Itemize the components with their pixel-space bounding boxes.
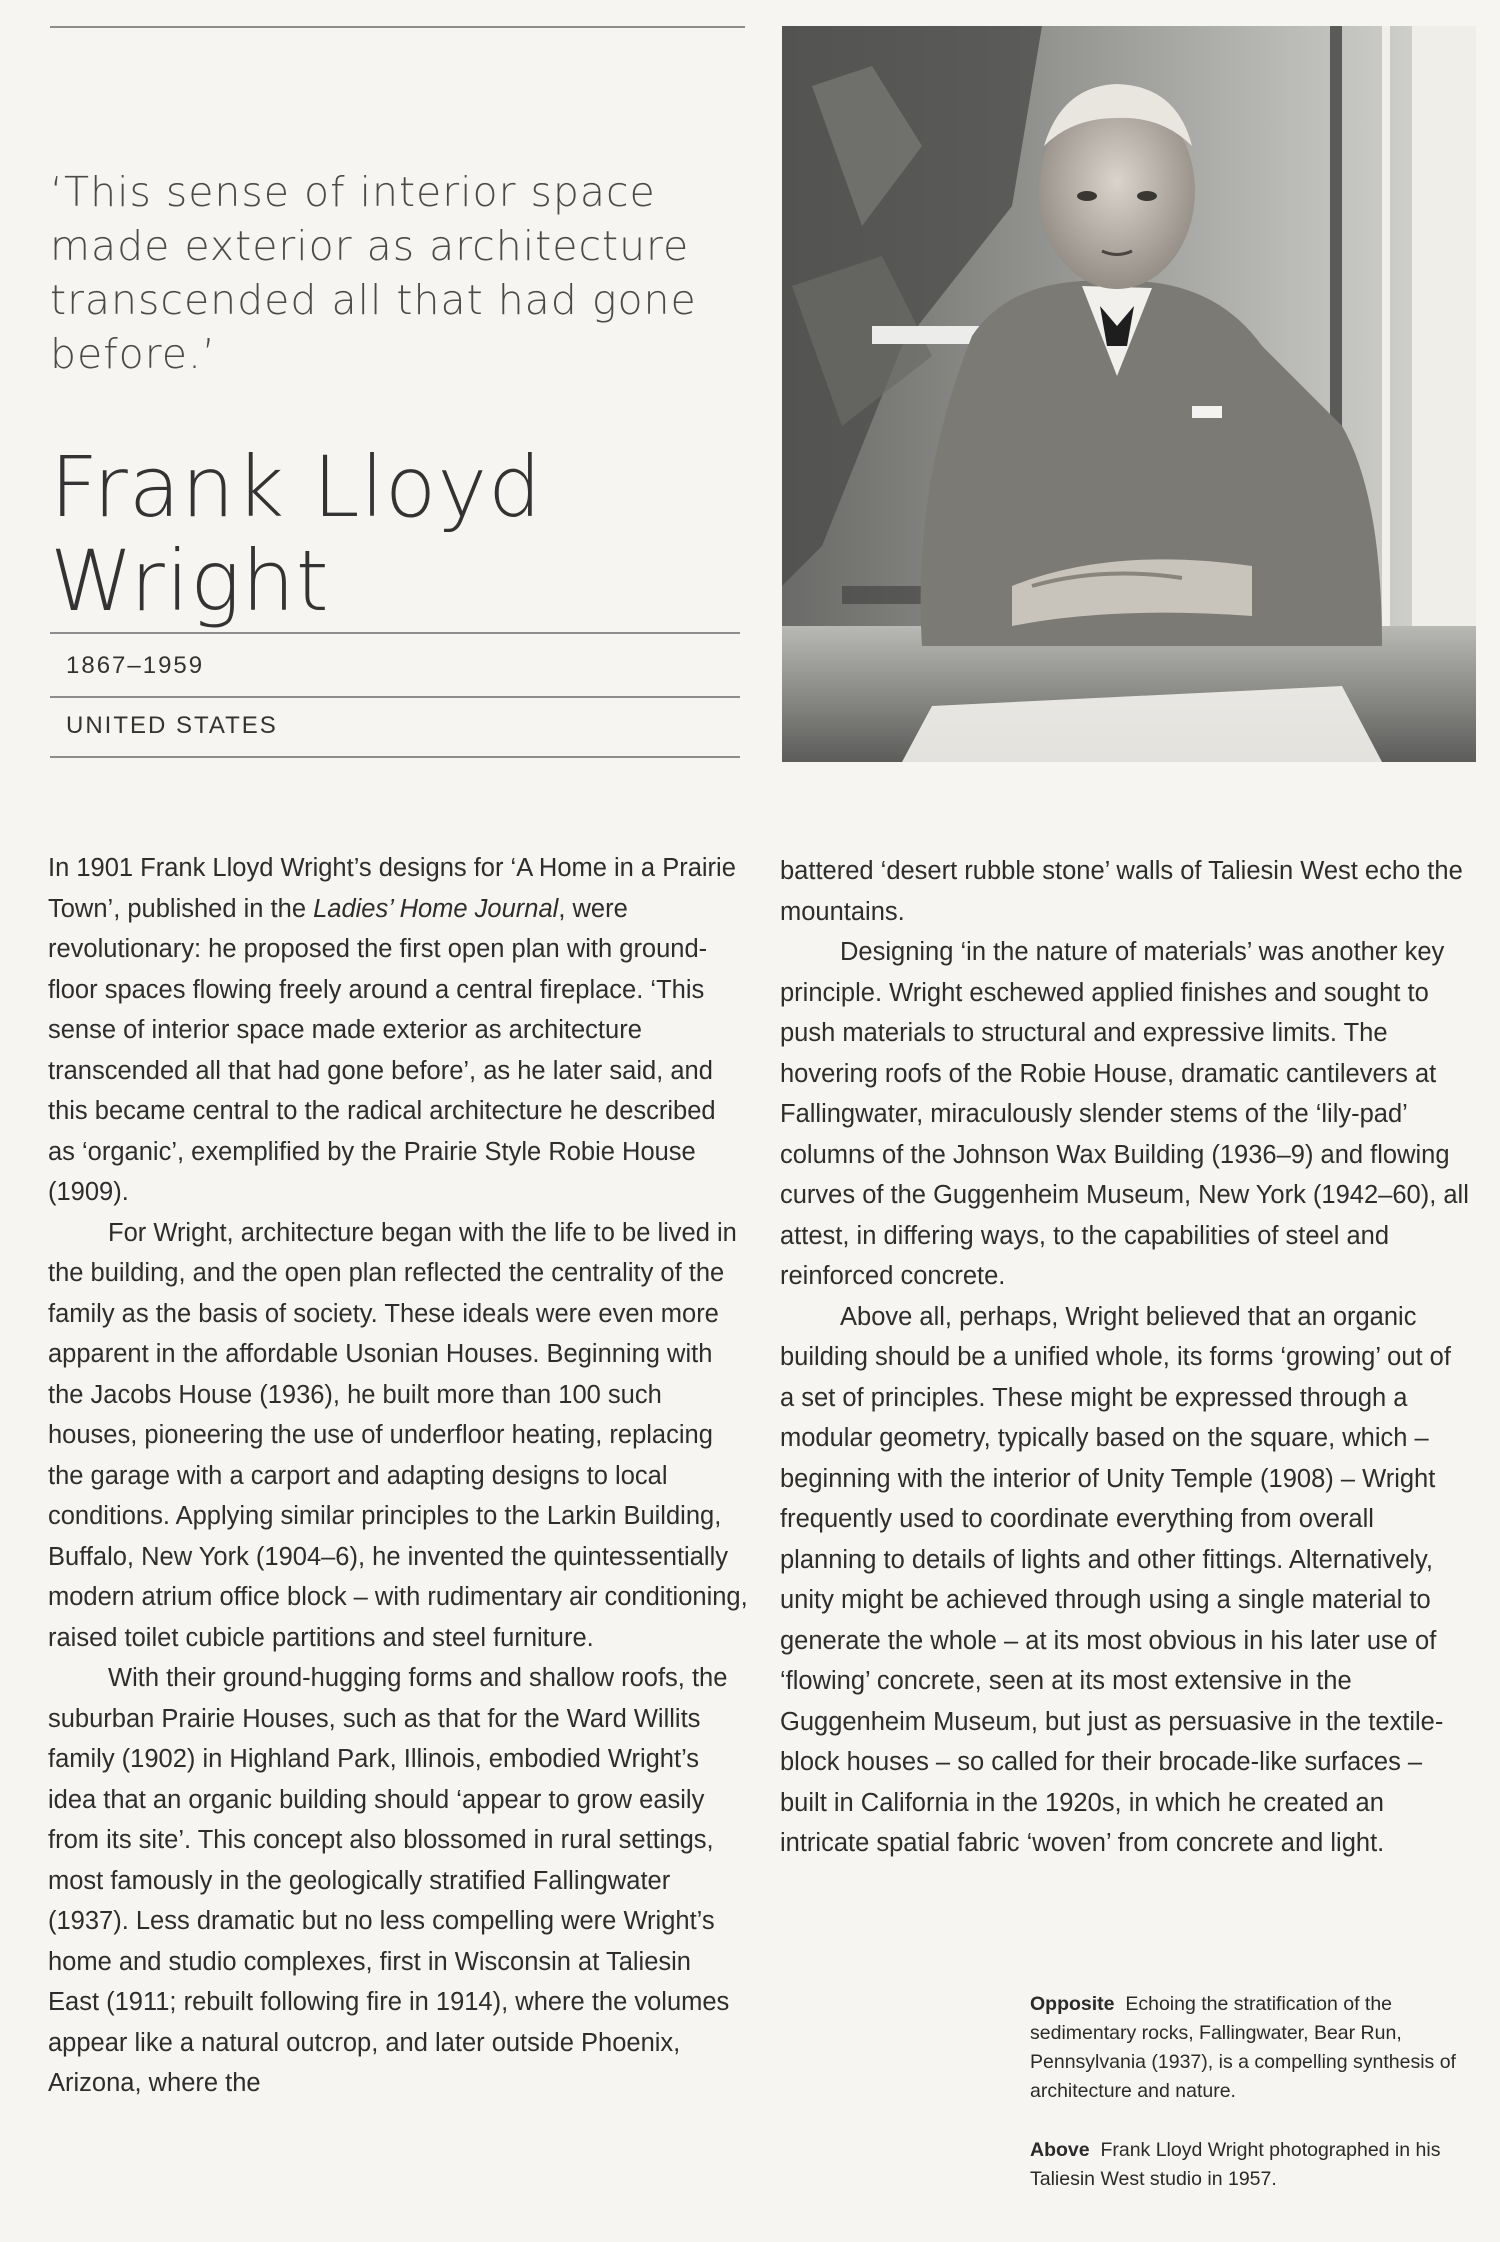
caption-above-text: Frank Lloyd Wright photographed in his Taliesin West studio in 1957. [1030, 2139, 1441, 2190]
name-divider [50, 632, 740, 634]
italic-title: Ladies’ Home Journal [313, 894, 559, 923]
subject-name [50, 440, 750, 628]
paragraph-text: Above all, perhaps, Wright believed that an organic building should be a unified whole, its forms ‘growing’ out of a set of principles. These might be expressed through a modular geometry, typically based on the square, which – beginning with the interior of Unity Temple (1908) – Wright frequently used to coordinate everything from overall planning to details of lights and other fittings. Alternatively, unity might be achieved through using a single material to generate the whole – at its most obvious in his later use of ‘flowing’ concrete, seen at its most extensive in the Guggenheim Museum, but just as persuasive in the textile-block houses – so called for their brocade-like surfaces – built in California in the 1920s, in which he created an intricate spatial fabric ‘woven’ from concrete and light. [780, 1302, 1451, 1857]
subject-name-line2: Wright [50, 532, 330, 630]
caption-opposite-label: Opposite [1030, 1993, 1115, 2015]
body-column-left [48, 848, 748, 2104]
caption-opposite-text: Echoing the stratification of the sedimentary rocks, Fallingwater, Bear Run, Pennsylvania (1937), is a compelling synthesis of architecture and nature. [1030, 1993, 1456, 2102]
country-divider [50, 756, 740, 758]
body-paragraph [780, 851, 1470, 932]
subject-name-line1: Frank Lloyd [50, 438, 543, 536]
top-rule [50, 26, 745, 28]
paragraph-text: With their ground-hugging forms and shallow roofs, the suburban Prairie Houses, such as that for the Ward Willits family (1902) in Highland Park, Illinois, embodied Wright’s idea that an organic building should ‘appear to grow easily from its site’. This concept also blossomed in rural settings, most famously in the geologically stratified Fallingwater (1937). Less dramatic but no less compelling were Wright’s home and studio complexes, first in Wisconsin at Taliesin East (1911; rebuilt following fire in 1914), where the volumes appear like a natural outcrop, and later outside Phoenix, Arizona, where the [48, 1664, 730, 2097]
body-paragraph [48, 1213, 748, 1659]
portrait-photo [782, 26, 1476, 762]
caption-above [1030, 2136, 1460, 2194]
country-label: UNITED STATES [66, 712, 278, 739]
body-paragraph [780, 1297, 1470, 1864]
body-paragraph [48, 1658, 748, 2104]
caption-opposite [1030, 1990, 1460, 2106]
paragraph-text: In 1901 Frank Lloyd Wright’s designs for ‘A Home in a Prairie Town’, published in the [48, 854, 736, 923]
dates-divider [50, 696, 740, 698]
paragraph-text: For Wright, architecture began with the life to be lived in the building, and the open plan reflected the centrality of the family as the basis of society. These ideals were even more apparent in the affordable Usonian Houses. Beginning with the Jacobs House (1936), he built more than 100 such houses, pioneering the use of underfloor heating, replacing the garage with a carport and adapting designs to local conditions. Applying similar principles to the Larkin Building, Buffalo, New York (1904–6), he invented the quintessentially modern atrium office block – with rudimentary air conditioning, raised toilet cubicle partitions and steel furniture. [48, 1218, 748, 1652]
life-dates: 1867–1959 [66, 652, 205, 679]
paragraph-text: Designing ‘in the nature of materials’ was another key principle. Wright eschewed applied finishes and sought to push materials to structural and expressive limits. The hovering roofs of the Robie House, dramatic cantilevers at Fallingwater, miraculously slender stems of the ‘lily-pad’ columns of the Johnson Wax Building (1936–9) and flowing curves of the Guggenheim Museum, New York (1942–60), all attest, in differing ways, to the capabilities of steel and reinforced concrete. [780, 938, 1469, 1290]
pull-quote: ‘This sense of interior space made exterior as architecture transcended all that had gone before.’ [50, 168, 697, 378]
paragraph-text: , were revolutionary: he proposed the first open plan with ground-floor spaces flowing freely around a central fireplace. ‘This sense of interior space made exterior as architecture transcended all that had gone before’, as he later said, and this became central to the radical architecture he described as ‘organic’, exemplified by the Prairie Style Robie House (1909). [48, 894, 716, 1206]
body-column-right [780, 851, 1470, 1864]
caption-above-label: Above [1030, 2139, 1090, 2161]
paragraph-text: battered ‘desert rubble stone’ walls of Taliesin West echo the mountains. [780, 857, 1463, 926]
body-paragraph [48, 848, 748, 1213]
body-paragraph [780, 932, 1470, 1297]
